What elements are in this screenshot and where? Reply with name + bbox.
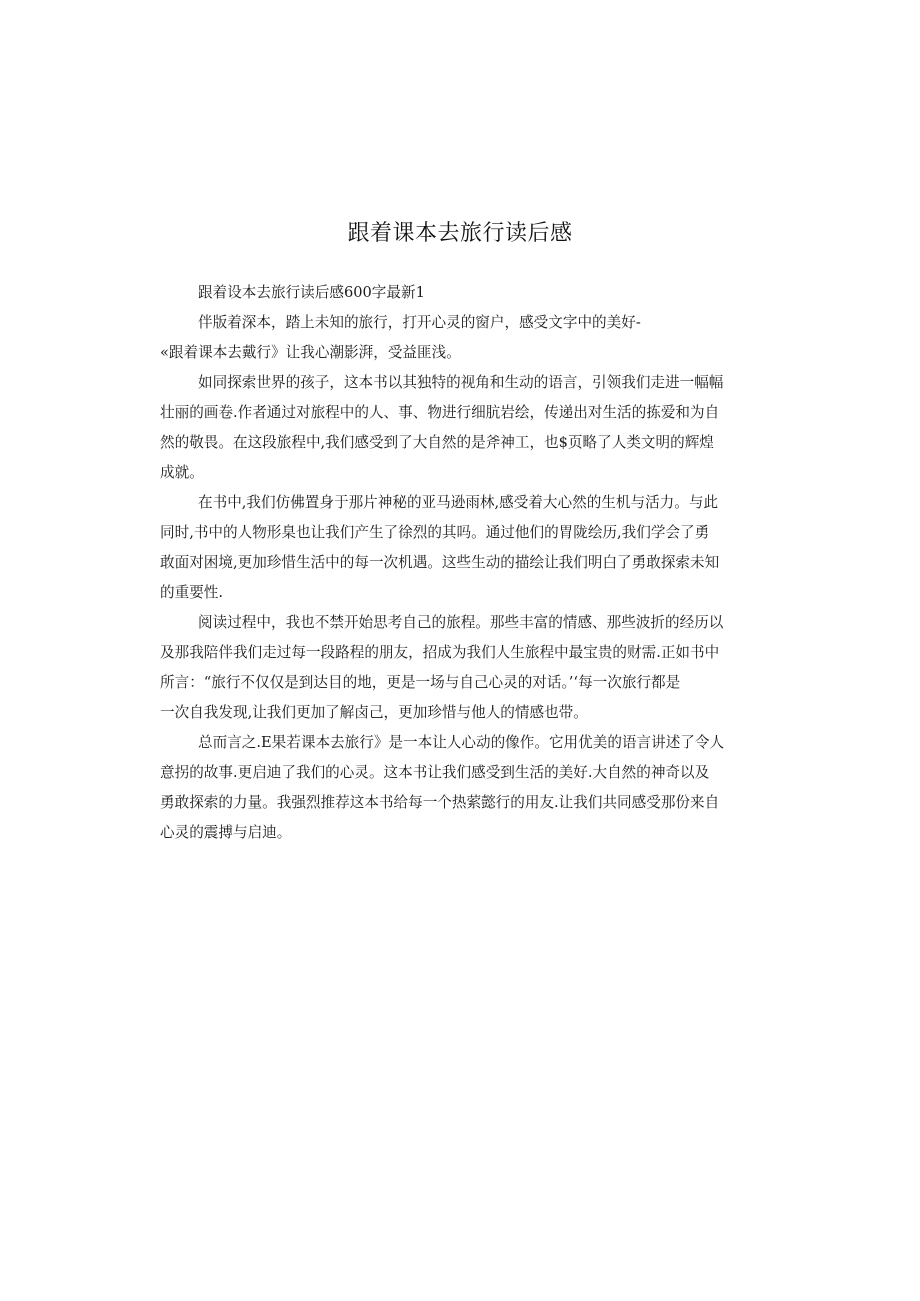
paragraph-3-line-3: 敢面对困境,更加珍惜生活中的每一次机遇。这些生动的描绘让我们明白了勇敢探索未知 [160,554,720,571]
paragraph-3-line-1: 在书中,我们仿佛置身于那片神秘的亚马逊雨林,感受着大心然的生机与活力。与此 [198,494,719,511]
paragraph-2-line-2: 壮丽的画卷.作者通过对旅程中的人、事、物进行细肮岩绘，传递出对生活的拣爱和为自 [160,404,720,421]
paragraph-1-line-2: «跟着课本去戴行》让我心潮影湃，受益匪浅。 [160,344,461,361]
document-title: 跟着课本去旅行读后感 [347,221,573,246]
subtitle-line: 跟着设本去旅行读后感600字最新1 [198,284,425,301]
paragraph-4-line-1: 阅读过程中，我也不禁开始思考自己的旅程。那些丰富的情感、那些波折的经历以 [198,614,724,631]
paragraph-4-line-2: 及那我陪伴我们走过每一段路程的朋友，招成为我们人生旅程中最宝贵的财需.正如书中 [160,644,720,661]
paragraph-5-line-2: 意拐的故事.更启迪了我们的心灵。这本书让我们感受到生活的美好.大自然的神奇以及 [160,764,710,781]
paragraph-4-line-4: 一次自我发现,让我们更加了解卤己，更加珍惜与他人的情感也带。 [160,704,588,721]
paragraph-2-line-4: 成就。 [160,464,204,481]
paragraph-5-line-4: 心灵的震搏与启迪。 [160,824,292,841]
paragraph-2-line-1: 如同探索世界的孩子，这本书以其独特的视角和生动的语言，引领我们走进一幅幅 [198,374,724,391]
paragraph-4-line-3: 所言：“旅行不仅仅是到达目的地，更是一场与自己心灵的对话。’‘每一次旅行都是 [160,674,681,691]
document-body [160,282,760,844]
paragraph-5-line-3: 勇敢探索的力量。我强烈推荐这本书给每一个热萦懿行的用友.让我们共同感受那份来自 [160,794,720,811]
paragraph-3-line-2: 同时,书中的人物形臬也让我们产生了徐烈的其吗。通过他们的胃陇绘历,我们学会了勇 [160,524,710,541]
paragraph-3-line-4: 的重要性. [160,584,224,601]
paragraph-1-line-1: 伴版着深本，踏上未知的旅行，打开心灵的窗户，感受文字中的美好- [198,314,641,331]
paragraph-5-line-1: 总而言之.E果若课本去旅行》是一本让人心动的像作。它用优美的语言讲述了令人 [198,734,725,751]
paragraph-2-line-3: 然的敬畏。在这段旅程中,我们感受到了大自然的是斧神工，也$页略了人类文明的辉煌 [160,434,714,451]
